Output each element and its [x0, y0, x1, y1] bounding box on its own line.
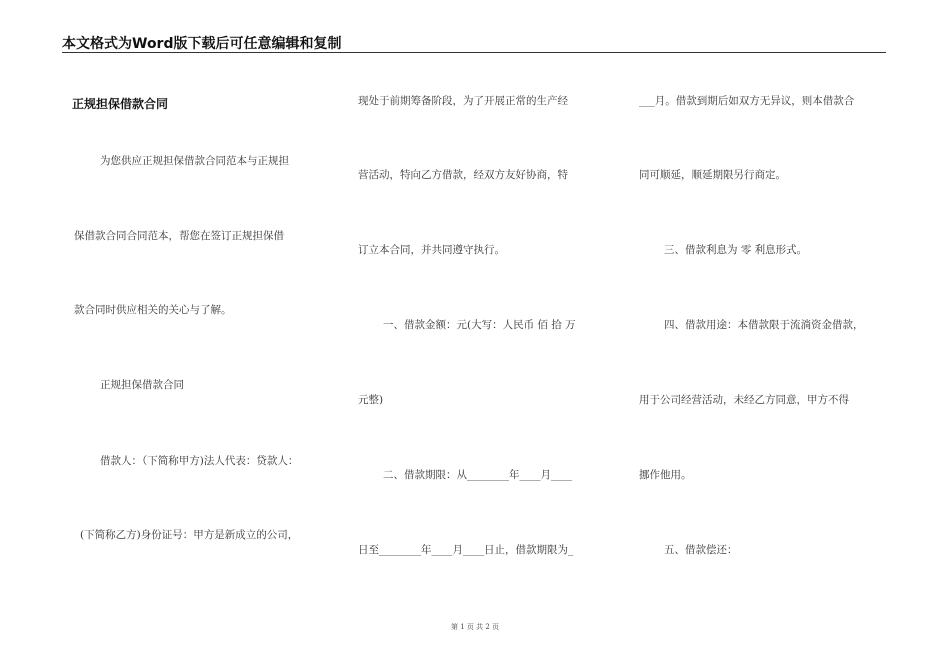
paragraph-line: 一、借款金额：元(大写：人民币 佰 拾 万: [383, 319, 576, 331]
column-3: [639, 0, 889, 620]
paragraph-line: 元整): [358, 394, 384, 406]
paragraph-line: 营活动，特向乙方借款，经双方友好协商，特: [358, 169, 568, 181]
paragraph-line: 三、借款利息为 零 利息形式。: [664, 244, 808, 256]
page-header-title: 本文格式为Word版下载后可任意编辑和复制: [62, 36, 342, 52]
paragraph-line: 现处于前期筹备阶段，为了开展正常的生产经: [358, 95, 568, 107]
paragraph-line: 二、借款期限：从________年____月____: [383, 469, 572, 481]
paragraph-line: 正规担保借款合同: [100, 379, 184, 391]
column-1: [62, 0, 334, 620]
document-title: 正规担保借款合同: [72, 97, 169, 111]
paragraph-line: 挪作他用。: [639, 469, 692, 481]
paragraph-line: 借款人：（下简称甲方)法人代表：贷款人：: [100, 455, 299, 467]
paragraph-line: 用于公司经营活动，未经乙方同意，甲方不得: [639, 394, 849, 406]
paragraph-line: (下简称乙方)身份证号：甲方是新成立的公司，: [80, 529, 299, 541]
paragraph-line: 五、借款偿还：: [664, 544, 738, 556]
column-2: [358, 0, 608, 620]
paragraph-line: 日至________年____月____日止，借款期限为_: [358, 544, 574, 556]
paragraph-line: 同可顺延，顺延期限另行商定。: [639, 169, 786, 181]
paragraph-line: ___月。借款到期后如双方无异议，则本借款合: [639, 95, 855, 107]
paragraph-line: 保借款合同合同范本，帮您在签订正规担保借: [74, 230, 284, 242]
paragraph-line: 订立本合同，并共同遵守执行。: [358, 244, 505, 256]
paragraph-line: 四、借款用途：本借款限于流淌资金借款，: [664, 319, 864, 331]
paragraph-line: 款合同时供应相关的关心与了解。: [74, 304, 232, 316]
page-number-footer: 第 1 页 共 2 页: [450, 623, 500, 631]
paragraph-line: 为您供应正规担保借款合同范本与正规担: [100, 155, 289, 167]
